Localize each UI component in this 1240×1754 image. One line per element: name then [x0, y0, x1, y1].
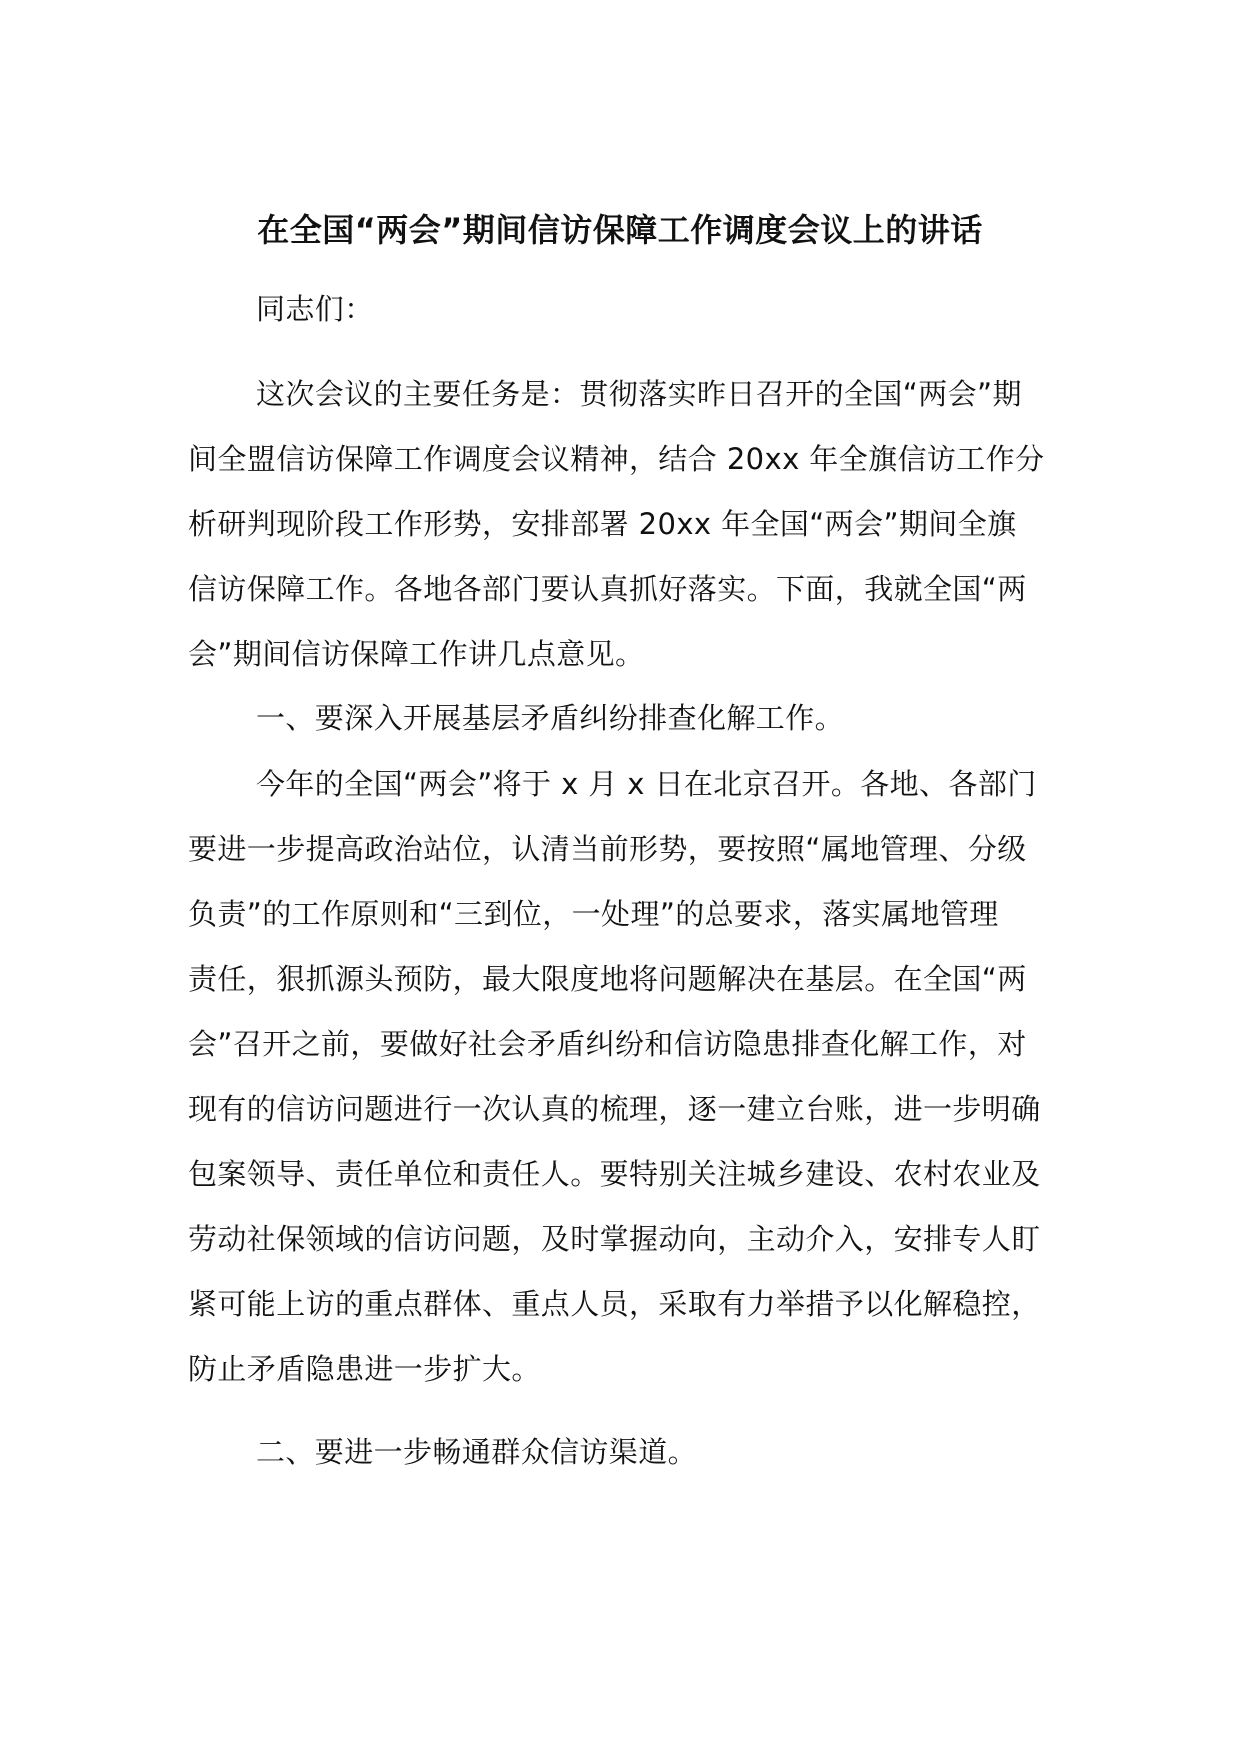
- section-1-line: 今年的全国“两会”将于 x 月 x 日在北京召开。各地、各部门: [256, 767, 1037, 801]
- document-title: 在全国“两会”期间信访保障工作调度会议上的讲话: [257, 211, 983, 249]
- salutation-text: 同志们：: [256, 292, 374, 326]
- section-heading-1: [188, 686, 1056, 751]
- intro-line: 间全盟信访保障工作调度会议精神，结合 20xx 年全旗信访工作分: [188, 442, 1045, 476]
- section-1-line: 要进一步提高政治站位，认清当前形势，要按照“属地管理、分级: [188, 832, 1027, 866]
- intro-line: 信访保障工作。各地各部门要认真抓好落实。下面，我就全国“两: [188, 572, 1027, 606]
- intro-line: 析研判现阶段工作形势，安排部署 20xx 年全国“两会”期间全旗: [188, 507, 1017, 541]
- section-1-paragraph: [188, 752, 1056, 1402]
- section-1-line: 负责”的工作原则和“三到位，一处理”的总要求，落实属地管理: [188, 897, 999, 931]
- section-heading-2: [188, 1420, 1056, 1485]
- section-1-line: 包案领导、责任单位和责任人。要特别关注城乡建设、农村农业及: [188, 1157, 1041, 1191]
- section-1-line: 责任，狠抓源头预防，最大限度地将问题解决在基层。在全国“两: [188, 962, 1027, 996]
- intro-line: 这次会议的主要任务是：贯彻落实昨日召开的全国“两会”期: [256, 377, 1022, 411]
- section-heading-2-text: 二、要进一步畅通群众信访渠道。: [256, 1435, 698, 1469]
- salutation: [188, 277, 1056, 342]
- section-1-line: 会”召开之前，要做好社会矛盾纠纷和信访隐患排查化解工作，对: [188, 1027, 1027, 1061]
- section-1-line: 紧可能上访的重点群体、重点人员，采取有力举措予以化解稳控，: [188, 1287, 1041, 1321]
- section-heading-1-text: 一、要深入开展基层矛盾纠纷排查化解工作。: [256, 701, 845, 735]
- section-1-line: 防止矛盾隐患进一步扩大。: [188, 1352, 541, 1386]
- section-1-line: 劳动社保领域的信访问题，及时掌握动向，主动介入，安排专人盯: [188, 1222, 1041, 1256]
- intro-line: 会”期间信访保障工作讲几点意见。: [188, 637, 645, 671]
- section-1-line: 现有的信访问题进行一次认真的梳理，逐一建立台账，进一步明确: [188, 1092, 1041, 1126]
- intro-paragraph: [188, 362, 1056, 687]
